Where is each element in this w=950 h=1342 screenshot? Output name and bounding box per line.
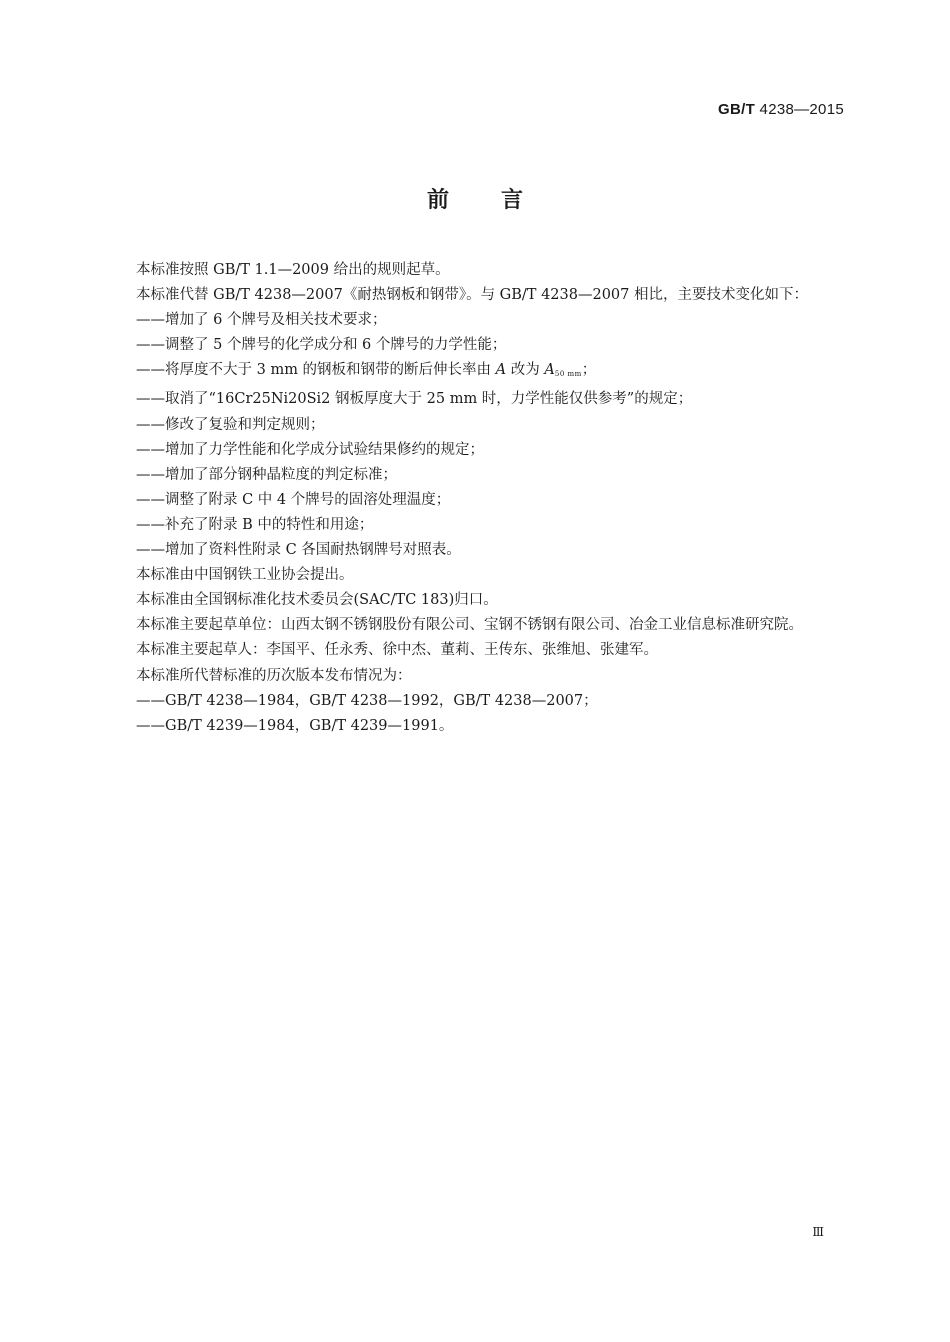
change-item-10: ——增加了资料性附录 C 各国耐热钢牌号对照表。	[136, 542, 461, 559]
change-item-9: ——补充了附录 B 中的特性和用途；	[136, 516, 374, 533]
change-item-2: ——调整了 5 个牌号的化学成分和 6 个牌号的力学性能；	[136, 337, 507, 354]
change-item-3-text-mid: 改为	[506, 362, 545, 379]
paragraph-replacement: 本标准代替 GB/T 4238—2007《耐热钢板和钢带》。与 GB/T 4238—2007 相比，主要技术变化如下：	[136, 287, 808, 304]
change-item-6: ——增加了力学性能和化学成分试验结果修约的规定；	[136, 441, 484, 458]
change-item-3-text-before: ——将厚度不大于 3 mm 的钢板和钢带的断后伸长率由	[136, 362, 496, 379]
paragraph-drafters: 本标准主要起草人：李国平、任永秀、徐中杰、董莉、王传东、张维旭、张建军。	[136, 642, 658, 659]
page-number: Ⅲ	[812, 1225, 823, 1239]
change-item-1: ——增加了 6 个牌号及相关技术要求；	[136, 312, 387, 329]
elongation-subscript: 50 mm	[554, 370, 582, 379]
paragraph-drafting-units: 本标准主要起草单位：山西太钢不锈钢股份有限公司、宝钢不锈钢有限公司、冶金工业信息标准研究院。	[136, 617, 803, 634]
elongation-symbol-a: A	[495, 362, 507, 379]
elongation-symbol-a50: A	[544, 362, 555, 379]
change-item-3-text-after: ；	[581, 362, 597, 379]
foreword-body	[107, 258, 845, 739]
standard-number	[718, 101, 844, 118]
change-item-5: ——修改了复验和判定规则；	[136, 416, 325, 433]
paragraph-history-intro: 本标准所代替标准的历次版本发布情况为：	[136, 667, 412, 684]
history-item-2: ——GB/T 4239—1984，GB/T 4239—1991。	[136, 717, 454, 734]
paragraph-drafting-rules: 本标准按照 GB/T 1.1—2009 给出的规则起草。	[136, 262, 450, 278]
paragraph-committee: 本标准由全国钢标准化技术委员会(SAC/TC 183)归口。	[136, 592, 498, 609]
change-item-4: ——取消了“16Cr25Ni20Si2 钢板厚度大于 25 mm 时，力学性能仅供参考”的规定；	[136, 391, 693, 408]
paragraph-proposer: 本标准由中国钢铁工业协会提出。	[136, 567, 354, 584]
history-item-1: ——GB/T 4238—1984，GB/T 4238—1992，GB/T 4238—2007；	[136, 692, 598, 709]
standard-code: 4238—2015	[759, 101, 844, 118]
page-title: 前言	[426, 188, 575, 213]
standard-prefix: GB/T	[718, 101, 756, 118]
change-item-8: ——调整了附录 C 中 4 个牌号的固溶处理温度；	[136, 491, 451, 508]
change-item-7: ——增加了部分钢种晶粒度的判定标准；	[136, 466, 397, 483]
change-item-3	[107, 358, 845, 387]
